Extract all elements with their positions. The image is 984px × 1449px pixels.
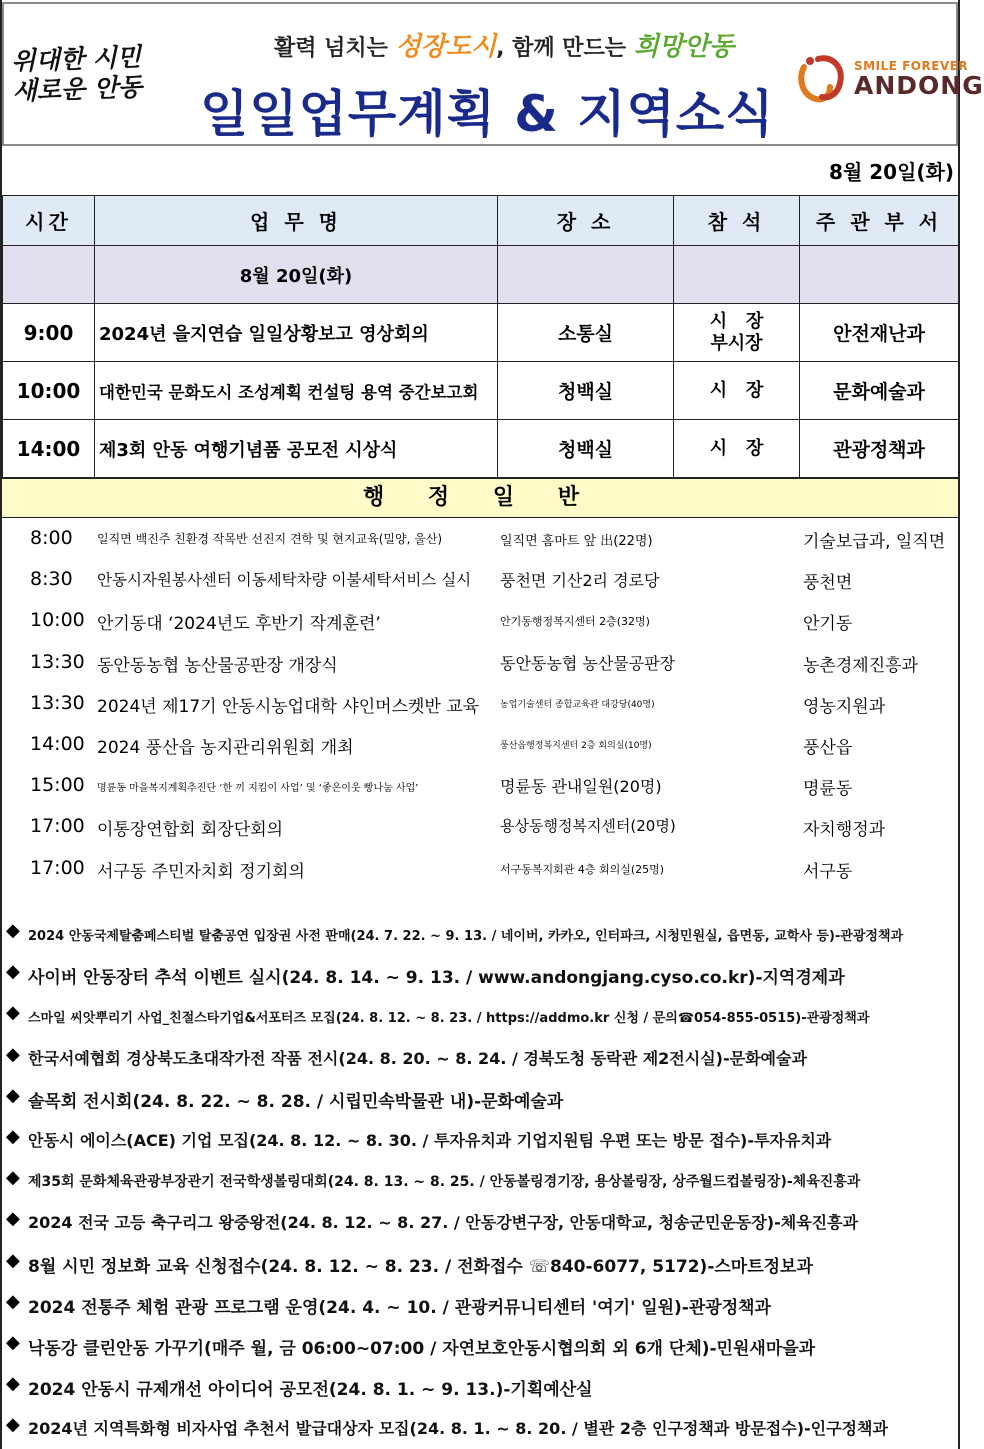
item-name: 명륜동 마을복지계획추진단 ‘한 끼 지킴이 사업’ 및 ‘좋은이웃 빵나눔 사업’ [97,783,419,795]
item-name: 서구동 주민자치회 정기회의 [97,861,305,882]
list-item [0,765,960,806]
row-time: 10:00 [3,362,95,420]
slogan-line-1: 위대한 시민 [11,42,142,76]
row-place: 청백실 [498,420,674,478]
item-time: 10:00 [30,609,85,632]
notice-text: 안동시 에이스(ACE) 기업 모집(24. 8. 12. ~ 8. 30. / 투자유치과 기업지원팀 우편 또는 방문 접수)-투자유치과 [28,1130,832,1150]
tagline-highlight-1: 성장도시 [395,32,497,62]
slogan-left [11,41,173,107]
tagline-mid: , 함께 만드는 [496,36,634,61]
row-time: 14:00 [3,420,95,478]
row-dept: 안전재난과 [800,304,959,362]
date-row-empty [674,246,800,304]
notice-item [4,1283,956,1324]
row-task: 제3회 안동 여행기념품 공모전 시상식 [95,420,498,478]
diamond-bullet-icon: ◆ [6,1290,20,1312]
item-place: 농업기술센터 종합교육관 대강당(40명) [500,699,655,710]
row-task: 2024년 을지연습 일일상황보고 영상회의 [95,304,498,362]
notice-item [4,1200,956,1241]
header-task: 업 무 명 [95,196,498,246]
item-time: 8:00 [30,527,73,549]
attend-line-1: 시 장 [709,379,764,401]
header-time: 시간 [3,196,95,246]
list-item [0,600,960,641]
slogan-line-2: 새로운 안동 [12,72,143,106]
list-item [0,848,960,889]
item-place: 용상동행정복지센터(20명) [500,817,676,836]
item-time: 15:00 [30,774,85,797]
item-time: 17:00 [30,815,85,838]
item-name: 동안동농협 농산물공판장 개장식 [97,655,338,676]
item-dept: 풍산읍 [803,737,853,758]
item-place: 풍산읍행정복지센터 2층 회의실(10명) [500,740,652,751]
tagline-highlight-2: 희망안동 [633,32,735,62]
item-dept: 농촌경제진흥과 [803,655,918,676]
date-row-empty [498,246,674,304]
list-item [0,518,960,559]
row-dept: 관광정책과 [800,420,959,478]
table-row [3,362,959,420]
attend-line-1: 시 장 [709,437,764,459]
item-name: 이통장연합회 회장단회의 [97,820,284,841]
schedule-table [2,195,959,478]
row-attend [674,362,800,420]
table-row [3,304,959,362]
notice-text: 스마일 씨앗뿌리기 사업_친절스타기업&서포터즈 모집(24. 8. 12. ~ 8. 23. / https://addmo.kr 신청 / 문의☎054-855-0515)-관광정책과 [28,1011,870,1027]
item-place: 명륜동 관내일원(20명) [500,777,662,797]
row-attend [674,304,800,362]
notice-item [4,1324,956,1365]
notice-item [4,1036,956,1077]
item-dept: 영농지원과 [803,696,886,717]
notice-text: 낙동강 클린안동 가꾸기(매주 월, 금 06:00~07:00 / 자연보호안동시협의회 외 6개 단체)-민원새마을과 [28,1338,816,1359]
tagline-pre: 활력 넘치는 [274,36,396,61]
attend-line-1: 시 장 [709,310,764,332]
item-place: 일직면 홈마트 앞 出(22명) [500,534,653,549]
date-row-empty [800,246,959,304]
logo-small-text: SMILE FOREVER [854,59,969,73]
item-time: 17:00 [30,856,85,879]
general-admin-heading: 행 정 일 반 [2,478,958,518]
notice-text: 2024 전통주 체험 관광 프로그램 운영(24. 4. ~ 10. / 관광커뮤니티센터 '여기' 일원)-관광정책과 [28,1297,771,1318]
notice-item [4,1406,956,1447]
diamond-bullet-icon: ◆ [6,1084,20,1106]
item-time: 14:00 [30,732,85,755]
item-place: 안기동행정복지센터 2층(32명) [500,615,650,629]
diamond-bullet-icon: ◆ [6,1249,20,1271]
list-item [0,806,960,847]
diamond-bullet-icon: ◆ [6,1208,20,1230]
notice-text: 8월 시민 정보화 교육 신청접수(24. 8. 12. ~ 8. 23. / 전화접수 ☏840-6077, 5172)-스마트정보과 [28,1256,813,1277]
table-date-row [3,246,959,304]
notice-text: 솔목회 전시회(24. 8. 22. ~ 8. 28. / 시립민속박물관 내)-문화예술과 [28,1091,564,1112]
diamond-bullet-icon: ◆ [6,1125,20,1147]
logo-mark-icon [794,49,848,107]
notice-text: 제35회 문화체육관광부장관기 전국학생볼링대회(24. 8. 13. ~ 8. 25. / 안동볼링경기장, 용상볼링장, 상주월드컵볼링장)-체육진흥과 [28,1174,861,1191]
list-item [0,642,960,683]
header-place: 장 소 [498,196,674,246]
diamond-bullet-icon: ◆ [6,1002,20,1024]
table-header-row [3,196,959,246]
diamond-bullet-icon: ◆ [6,1331,20,1353]
item-place: 풍천면 기산2리 경로당 [500,571,660,591]
notice-item [4,1118,956,1159]
page-title: 일일업무계획 & 지역소식 [200,85,775,143]
notice-text: 2024년 지역특화형 비자사업 추천서 발급대상자 모집(24. 8. 1. ~ 8. 20. / 별관 2층 인구정책과 방문접수)-인구정책과 [28,1419,888,1439]
notice-text: 한국서예협회 경상북도초대작가전 작품 전시(24. 8. 20. ~ 8. 24. / 경북도청 동락관 제2전시실)-문화예술과 [28,1048,807,1068]
item-dept: 풍천면 [803,573,853,594]
notice-item [4,1159,956,1200]
item-time: 8:30 [30,568,73,591]
list-item [0,724,960,765]
item-dept: 서구동 [803,861,853,882]
notice-item [4,1242,956,1283]
date-row-empty [3,246,95,304]
header-dept: 주 관 부 서 [800,196,959,246]
item-name: 2024년 제17기 안동시농업대학 샤인머스켓반 교육 [97,696,480,717]
attend-line-2: 부시장 [710,332,763,354]
item-name: 안동시자원봉사센터 이동세탁차량 이불세탁서비스 실시 [97,571,472,590]
item-dept: 안기동 [803,614,853,635]
header-banner [2,2,984,146]
item-dept: 명륜동 [803,779,853,800]
general-admin-list [0,518,960,889]
notice-text: 2024 전국 고등 축구리그 왕중왕전(24. 8. 12. ~ 8. 27. / 안동강변구장, 안동대학교, 청송군민운동장)-체육진흥과 [28,1213,859,1233]
list-item [0,559,960,600]
item-place: 서구동복지회관 4층 회의실(25명) [500,862,665,876]
notice-text: 2024 안동국제탈춤페스티벌 탈춤공연 입장권 사전 판매(24. 7. 22. ~ 9. 13. / 네이버, 카카오, 인터파크, 시청민원실, 읍면동, 교학사 등)-관광정책과 [28,929,904,944]
diamond-bullet-icon: ◆ [6,961,20,983]
report-date: 8월 20일(화) [829,160,954,184]
diamond-bullet-icon: ◆ [6,1043,20,1065]
table-row [3,420,959,478]
list-item [0,683,960,724]
notice-item [4,953,956,994]
item-name: 2024 풍산읍 농지관리위원회 개최 [97,737,354,758]
notice-item [4,1077,956,1118]
andong-logo [794,49,984,109]
notice-item [4,994,956,1035]
notice-list [4,912,956,1447]
item-time: 13:30 [30,650,85,673]
item-dept: 자치행정과 [803,820,886,841]
date-row-label: 8월 20일(화) [95,246,498,304]
tagline [274,26,734,63]
row-dept: 문화예술과 [800,362,959,420]
item-dept: 기술보급과, 일직면 [803,532,946,552]
diamond-bullet-icon: ◆ [6,1373,20,1395]
notice-item [4,912,956,953]
diamond-bullet-icon: ◆ [6,920,20,941]
item-place: 동안동농협 농산물공판장 [500,653,676,673]
item-name: 안기동대 ‘2024년도 후반기 작계훈련’ [97,614,381,635]
row-task: 대한민국 문화도시 조성계획 컨설팅 용역 중간보고회 [95,362,498,420]
header-attend: 참 석 [674,196,800,246]
diamond-bullet-icon: ◆ [6,1414,20,1436]
row-place: 소통실 [498,304,674,362]
notice-text: 사이버 안동장터 추석 이벤트 실시(24. 8. 14. ~ 9. 13. / www.andongjang.cyso.co.kr)-지역경제과 [28,968,845,989]
diamond-bullet-icon: ◆ [6,1167,20,1189]
row-time: 9:00 [3,304,95,362]
row-place: 청백실 [498,362,674,420]
item-name: 일직면 백진주 친환경 작목반 선진지 견학 및 현지교육(밀양, 울산) [97,532,443,546]
notice-item [4,1365,956,1406]
logo-big-text: ANDONG [854,71,984,100]
row-attend [674,420,800,478]
notice-text: 2024 안동시 규제개선 아이디어 공모전(24. 8. 1. ~ 9. 13.)-기획예산실 [28,1380,593,1401]
item-time: 13:30 [30,691,85,714]
